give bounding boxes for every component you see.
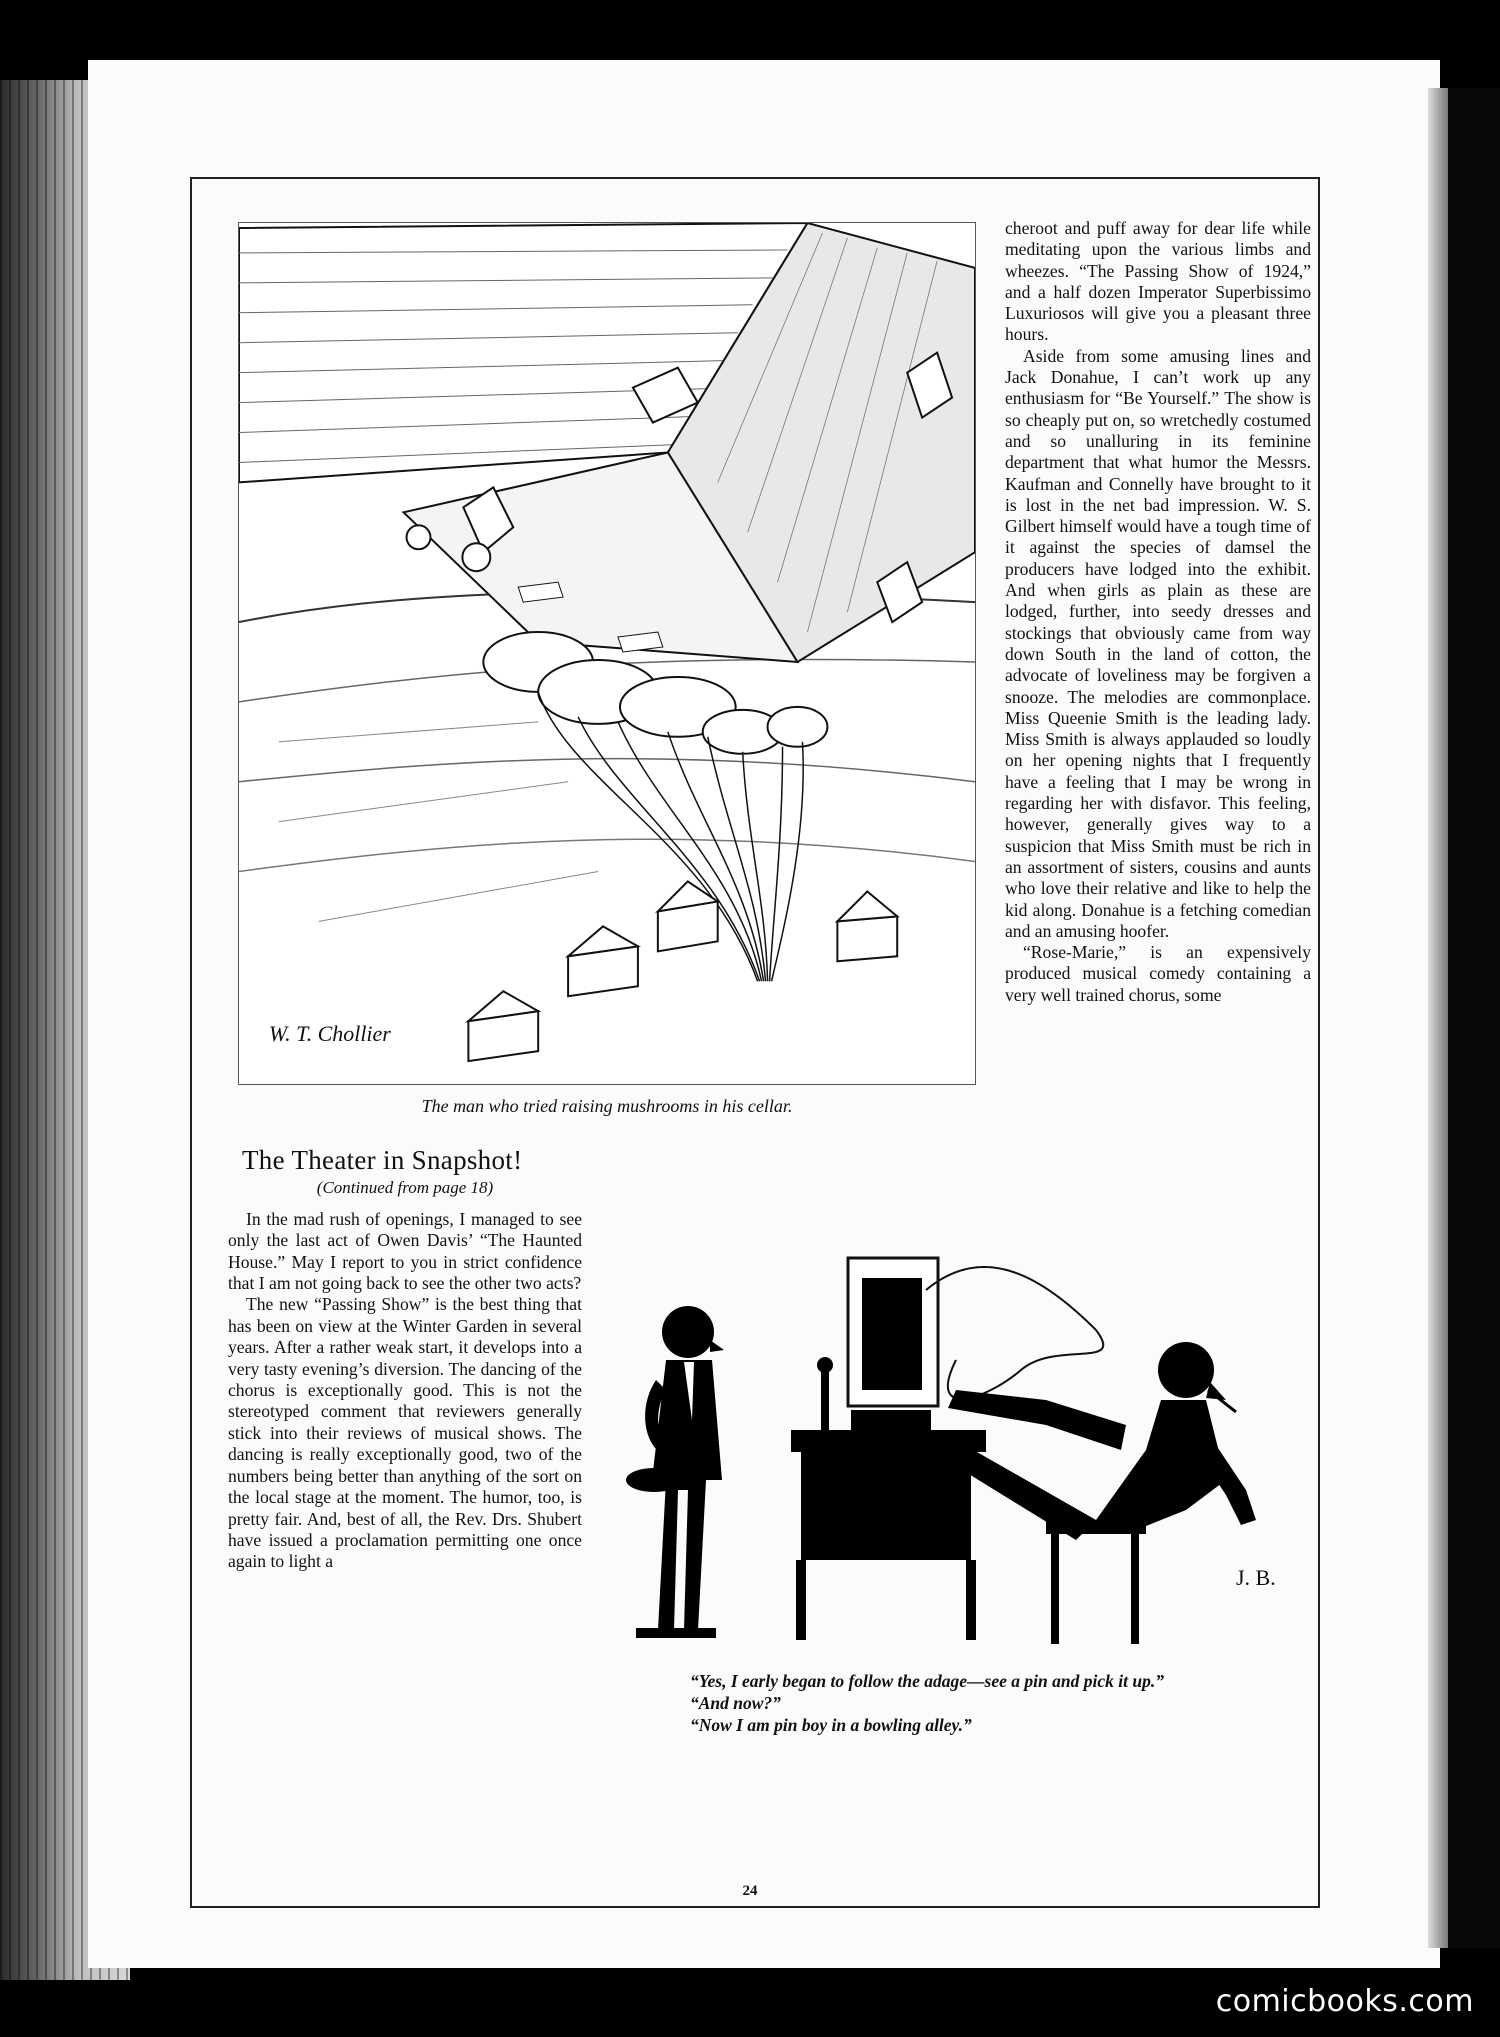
left-article-column xyxy=(228,1145,582,1573)
watermark: comicbooks.com xyxy=(1215,1984,1474,2019)
article-heading: The Theater in Snapshot! xyxy=(242,1145,523,1175)
right-paragraph-3: “Rose-Marie,” is an expensively produced musical comedy containing a very well trained chorus, some xyxy=(1005,942,1311,1005)
page-number: 24 xyxy=(742,1883,758,1899)
caption-line-2: “And now?” xyxy=(690,1693,781,1713)
mushroom-house-illustration xyxy=(238,222,976,1085)
caption-line-3: “Now I am pin boy in a bowling alley.” xyxy=(690,1715,972,1735)
facing-page-edge xyxy=(1428,88,1500,1948)
continued-note: (Continued from page 18) xyxy=(316,1178,494,1198)
caption-line-1: “Yes, I early began to follow the adage—see a pin and pick it up.” xyxy=(690,1671,1164,1691)
silhouette-office-illustration xyxy=(626,1250,1320,1660)
bottom-illustration-caption xyxy=(690,1670,1310,1736)
top-illustration-signature: W. T. Chollier xyxy=(268,1021,391,1047)
left-paragraph-2: The new “Passing Show” is the best thing that has been on view at the Winter Garden in several years. After a rather weak start, it develops into a very tasty evening’s diversion. The dancing of the chorus is exceptionally good. This is not the stereotyped comment that reviewers generally stick into their reviews of musical shows. The dancing is really exceptionally good, two of the numbers being better than anything of the sort on the local stage at the moment. The humor, too, is pretty fair. And, best of all, the Rev. Drs. Shubert have issued a proclamation permitting one once again to light a xyxy=(228,1294,582,1572)
mushroom-house-drawing xyxy=(239,223,975,1084)
right-article-column xyxy=(1005,218,1311,1006)
silhouette-drawing xyxy=(626,1250,1320,1660)
top-illustration-caption: The man who tried raising mushrooms in his cellar. xyxy=(421,1096,793,1116)
right-paragraph-2: Aside from some amusing lines and Jack Donahue, I can’t work up any enthusiasm for “Be Yourself.” The show is so cheaply put on, so wretchedly costumed and so unalluring in its feminine department that what humor the Messrs. Kaufman and Connelly have brought to it is lost in the net bad impression. W. S. Gilbert himself would have a tough time of it against the species of damsel the producers have lodged into the exhibit. And when girls as plain as these are lodged, further, into seedy dresses and stockings that obviously came from way down South in the land of cotton, the advocate of loveliness may be forgiven a snooze. The melodies are commonplace. Miss Queenie Smith is the leading lady. Miss Smith is always applauded so loudly on her opening nights that I frequently have a feeling that I may be wrong in regarding her with disfavor. This feeling, however, generally gives way to a suspicion that Miss Smith must be rich in an assortment of sisters, cousins and aunts who love their relative and like to help the kid along. Donahue is a fetching comedian and an amusing hoofer. xyxy=(1005,345,1311,941)
left-paragraph-1: In the mad rush of openings, I managed to see only the last act of Owen Davis’ “The Haunted House.” May I report to you in strict confidence that I am not going back to see the other two acts? xyxy=(228,1208,582,1294)
bottom-illustration-signature: J. B. xyxy=(1236,1565,1276,1590)
right-paragraph-1: cheroot and puff away for dear life while meditating upon the various limbs and wheezes. “The Passing Show of 1924,” and a half dozen Imperator Superbissimo Luxuriosos will give you a pleasant three hours. xyxy=(1005,218,1311,345)
